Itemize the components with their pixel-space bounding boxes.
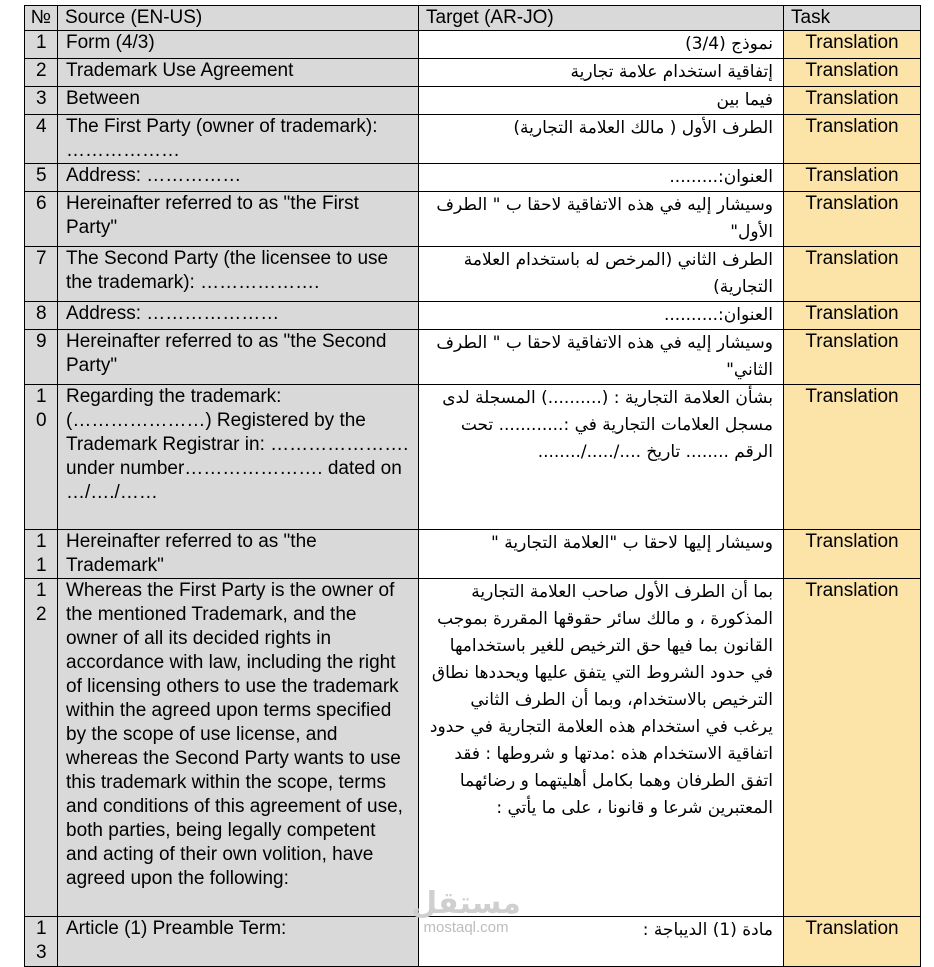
header-source: Source (EN-US) bbox=[58, 6, 419, 31]
row-number: 9 bbox=[36, 331, 47, 352]
source-cell: The Second Party (the licensee to use the trademark): ………………. bbox=[58, 247, 419, 302]
row-number: 12 bbox=[36, 580, 47, 625]
header-target: Target (AR-JO) bbox=[419, 6, 784, 31]
header-num: № bbox=[25, 6, 58, 31]
task-cell: Translation bbox=[784, 59, 921, 87]
target-cell: العنوان:......... bbox=[419, 164, 784, 192]
source-cell: Whereas the First Party is the owner of the mentioned Trademark, and the owner of all its decided rights in accordance with law, including the right of licensing others to use the trademark within the agreed upon terms specified by the scope of use license, and whereas the Second Party wants to use this trademark within the scope, terms and conditions of this agreement of use, both parties, being legally competent and acting of their own volition, have agreed upon the following: bbox=[58, 579, 419, 917]
source-cell: Address: ………………… bbox=[58, 302, 419, 330]
watermark-arabic: مستقل bbox=[411, 886, 521, 921]
header-row bbox=[25, 6, 921, 31]
row-number: 6 bbox=[36, 193, 47, 214]
task-cell: Translation bbox=[784, 330, 921, 385]
target-cell: إتفاقية استخدام علامة تجارية bbox=[419, 59, 784, 87]
header-task: Task bbox=[784, 6, 921, 31]
target-cell: بما أن الطرف الأول صاحب العلامة التجارية المذكورة ، و مالك سائر حقوقها المقررة بموجب القانون بما فيها حق الترخيص للغير باستخدامها في حدود الشروط التي يتفق عليها ويحددها نطاق الترخيص بالاستخدام، وبما أن الطرف الثاني يرغب في استخدام هذه العلامة التجارية في حدود اتفاقية الاستخدام هذه :مدتها و شروطها : فقد اتفق الطرفان وهما بكامل أهليتهما و رضائهما المعتبرين شرعا و قانونا ، على ما يأتي : bbox=[419, 579, 784, 917]
table-row bbox=[25, 87, 921, 115]
source-cell: Form (4/3) bbox=[58, 31, 419, 59]
source-cell: Hereinafter referred to as "the Trademark" bbox=[58, 530, 419, 579]
source-cell: Regarding the trademark: (…………………) Registered by the Trademark Registrar in: …………………. under number…………………. dated on …/…./…… bbox=[58, 385, 419, 530]
table-row bbox=[25, 192, 921, 247]
task-cell: Translation bbox=[784, 579, 921, 917]
table-row bbox=[25, 530, 921, 579]
row-number: 7 bbox=[36, 248, 47, 269]
table-row bbox=[25, 247, 921, 302]
task-cell: Translation bbox=[784, 87, 921, 115]
table-row bbox=[25, 115, 921, 164]
row-number: 13 bbox=[36, 918, 47, 963]
task-cell: Translation bbox=[784, 115, 921, 164]
task-cell: Translation bbox=[784, 31, 921, 59]
source-cell: Between bbox=[58, 87, 419, 115]
table-row bbox=[25, 164, 921, 192]
row-number: 8 bbox=[36, 303, 47, 324]
target-cell: وسيشار إليه في هذه الاتفاقية لاحقا ب " الطرف الثاني" bbox=[419, 330, 784, 385]
table-row bbox=[25, 385, 921, 530]
row-number: 2 bbox=[36, 60, 47, 81]
row-number: 1 bbox=[36, 32, 47, 53]
task-cell: Translation bbox=[784, 530, 921, 579]
translation-table bbox=[24, 5, 921, 967]
task-cell: Translation bbox=[784, 164, 921, 192]
task-cell: Translation bbox=[784, 917, 921, 967]
source-cell: The First Party (owner of trademark): ……………… bbox=[58, 115, 419, 164]
target-cell: بشأن العلامة التجارية : (..........) المسجلة لدى مسجل العلامات التجارية في :............ تحت الرقم ........ تاريخ ..../...../........ bbox=[419, 385, 784, 530]
target-cell: نموذج (3/4) bbox=[419, 31, 784, 59]
target-cell: فيما بين bbox=[419, 87, 784, 115]
table-row bbox=[25, 330, 921, 385]
source-cell: Hereinafter referred to as "the First Party" bbox=[58, 192, 419, 247]
target-cell: الطرف الثاني (المرخص له باستخدام العلامة التجارية) bbox=[419, 247, 784, 302]
target-cell: مادة (1) الديباجة : bbox=[419, 917, 784, 967]
row-number: 4 bbox=[36, 116, 47, 137]
task-cell: Translation bbox=[784, 247, 921, 302]
task-cell: Translation bbox=[784, 302, 921, 330]
target-cell: الطرف الأول ( مالك العلامة التجارية) bbox=[419, 115, 784, 164]
table-row bbox=[25, 59, 921, 87]
row-number: 5 bbox=[36, 165, 47, 186]
row-number: 11 bbox=[36, 531, 47, 576]
source-cell: Article (1) Preamble Term: bbox=[58, 917, 419, 967]
table-row bbox=[25, 579, 921, 917]
source-cell: Address: …………… bbox=[58, 164, 419, 192]
table-row bbox=[25, 31, 921, 59]
table-row bbox=[25, 917, 921, 967]
task-cell: Translation bbox=[784, 192, 921, 247]
target-cell: العنوان:.......... bbox=[419, 302, 784, 330]
target-cell: وسيشار إليها لاحقا ب "العلامة التجارية " bbox=[419, 530, 784, 579]
row-number: 3 bbox=[36, 88, 47, 109]
row-number: 10 bbox=[36, 386, 47, 431]
source-cell: Trademark Use Agreement bbox=[58, 59, 419, 87]
task-cell: Translation bbox=[784, 385, 921, 530]
source-cell: Hereinafter referred to as "the Second Party" bbox=[58, 330, 419, 385]
table-row bbox=[25, 302, 921, 330]
watermark-latin: mostaql.com bbox=[423, 919, 509, 936]
target-cell: وسيشار إليه في هذه الاتفاقية لاحقا ب " الطرف الأول" bbox=[419, 192, 784, 247]
